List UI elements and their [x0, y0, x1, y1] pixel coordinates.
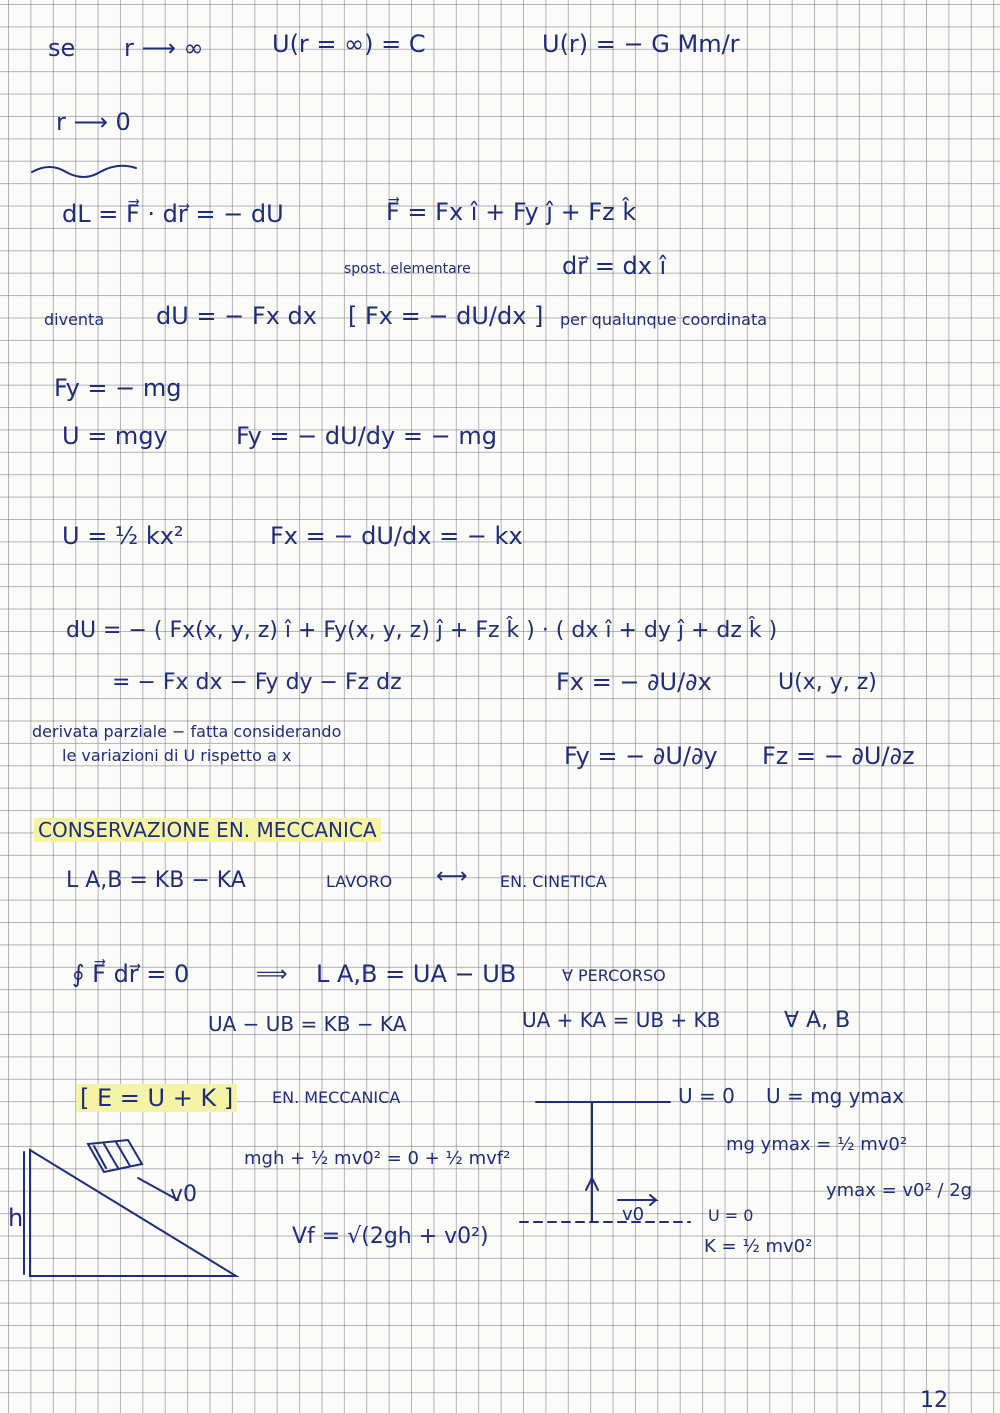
- note-variazioni: le variazioni di U rispetto a x: [62, 746, 292, 765]
- note-v0-incline: v0: [170, 1182, 198, 1207]
- note-e-u-k: [ E = U + K ]: [76, 1084, 237, 1112]
- note-en-meccanica: EN. MECCANICA: [272, 1088, 401, 1107]
- note-u-infinity: U(r = ∞) = C: [272, 30, 426, 58]
- note-k-half-mv2: K = ½ mv0²: [704, 1236, 813, 1257]
- note-fz-partial: Fz = − ∂U/∂z: [762, 742, 915, 770]
- note-fx-partial: Fx = − ∂U/∂x: [556, 668, 712, 696]
- note-closed-integral: ∮ F⃗ dr⃗ = 0: [72, 960, 190, 988]
- note-du-components: = − Fx dx − Fy dy − Fz dz: [112, 670, 402, 695]
- note-lab-kb-ka: L A,B = KB − KA: [66, 868, 246, 893]
- note-en-cinetica: EN. CINETICA: [500, 872, 607, 891]
- note-du-expanded: dU = − ( Fx(x, y, z) î + Fy(x, y, z) ĵ + Fz k̂ ) · ( dx î + dy ĵ + dz k̂ ): [66, 618, 778, 643]
- v0-arrow: [618, 1195, 656, 1205]
- note-per-ogni-percorso: ∀ PERCORSO: [562, 966, 666, 985]
- note-mgymax-half-mv2: mg ymax = ½ mv0²: [726, 1134, 908, 1155]
- note-u-zero-bottom: U = 0: [708, 1206, 754, 1225]
- note-ua-ka-ub-kb: UA + KA = UB + KB: [522, 1008, 721, 1032]
- note-dr-dx: dr⃗ = dx î: [562, 252, 667, 280]
- note-spost-elementare: spost. elementare: [344, 261, 471, 277]
- note-dl-eq: dL = F⃗ · dr⃗ = − dU: [62, 200, 284, 228]
- note-fx-bracket: [ Fx = − dU/dx ]: [348, 302, 544, 330]
- note-u-r: U(r) = − G Mm/r: [542, 30, 740, 58]
- note-ua-ub-kb-ka: UA − UB = KB − KA: [208, 1012, 407, 1036]
- note-ymax: ymax = v0² / 2g: [826, 1180, 973, 1201]
- note-derivata-parziale: derivata parziale − fatta considerando: [32, 722, 342, 741]
- note-u-mgymax: U = mg ymax: [766, 1084, 905, 1108]
- note-fy-mg: Fy = − mg: [54, 374, 182, 402]
- note-u-mgy: U = mgy: [62, 422, 168, 450]
- note-lavoro: LAVORO: [326, 872, 393, 891]
- note-qualunque: per qualunque coordinata: [560, 310, 768, 329]
- note-r-to-zero: r ⟶ 0: [56, 108, 131, 136]
- note-force-vector: F⃗ = Fx î + Fy ĵ + Fz k̂: [386, 198, 637, 226]
- note-fy-du-dy: Fy = − dU/dy = − mg: [236, 422, 497, 450]
- block-hatch: [88, 1140, 142, 1172]
- note-fx-kx: Fx = − dU/dx = − kx: [270, 522, 523, 550]
- squiggle-separator: [32, 166, 136, 177]
- note-du-fx: dU = − Fx dx: [156, 302, 317, 330]
- note-u-zero-top: U = 0: [678, 1084, 735, 1108]
- note-vf-sqrt: Vf = √(2gh + v0²): [292, 1224, 489, 1249]
- note-u-xyz: U(x, y, z): [778, 670, 877, 695]
- note-height-h: h: [8, 1204, 24, 1232]
- note-implies: ⟹: [256, 962, 288, 987]
- incline-triangle: [30, 1150, 236, 1276]
- incline-arrow: [138, 1178, 178, 1200]
- note-diventa: diventa: [44, 310, 105, 329]
- note-incline-energy: mgh + ½ mv0² = 0 + ½ mvf²: [244, 1148, 511, 1169]
- note-u-half-kx2: U = ½ kx²: [62, 522, 184, 550]
- note-r-to-infinity: r ⟶ ∞: [124, 34, 204, 62]
- page-number: 12: [920, 1388, 948, 1413]
- note-per-ogni-ab: ∀ A, B: [784, 1008, 851, 1033]
- note-double-arrow: ⟷: [436, 864, 468, 889]
- note-fy-partial: Fy = − ∂U/∂y: [564, 742, 718, 770]
- note-se: se: [48, 34, 76, 62]
- note-lab-ua-ub: L A,B = UA − UB: [316, 960, 517, 988]
- note-v0-throw: v0: [622, 1204, 645, 1225]
- section-heading: CONSERVAZIONE EN. MECCANICA: [34, 818, 381, 842]
